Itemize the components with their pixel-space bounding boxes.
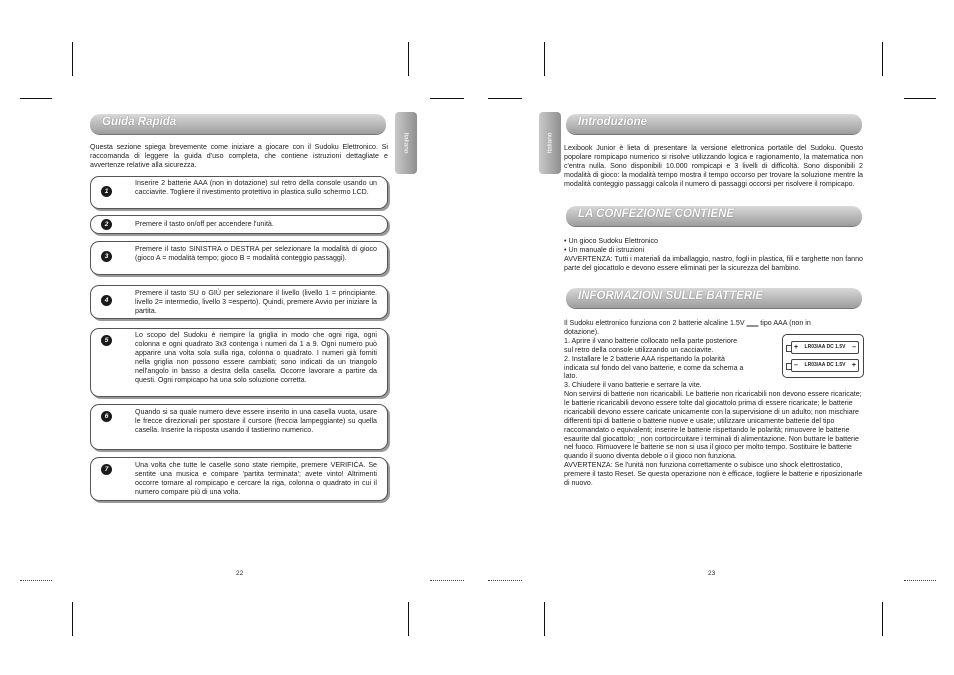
step-text: Premere il tasto on/off per accendere l'unità. bbox=[135, 220, 274, 228]
step-number: 1 bbox=[101, 186, 112, 197]
plus-sign: + bbox=[794, 344, 799, 351]
language-tab bbox=[395, 112, 417, 174]
battery-cell bbox=[791, 341, 859, 354]
battery-line: indicata sul fondo del vano batterie, e come da schema a bbox=[564, 363, 744, 372]
step-box bbox=[90, 285, 388, 319]
battery-line: lato. bbox=[564, 372, 578, 381]
list-item: • Un gioco Sudoku Elettronico bbox=[564, 237, 658, 245]
battery-line: dotazione). bbox=[564, 327, 600, 336]
intro-paragraph: Lexibook Junior è lieta di presentare la versione elettronica portatile del Sudoku. Questo popolare rompicapo numerico si risolve utilizzando logica e ragionamento, la matematica non c'entra nulla. Sono disponibili 10.000 rompicapi e 3 livelli di difficoltà. Sono disponibili 2 modalità di gioco: la modalità tempo mostra il tempo occorso per trovare la soluzione mentre la modalità conteggio passaggi calcola il numero di passaggi occorsi per risolvere il rompicapo. bbox=[564, 144, 863, 188]
battery-cell bbox=[791, 359, 859, 372]
step-box bbox=[90, 457, 388, 501]
step-number: 7 bbox=[101, 464, 112, 475]
crop-mark bbox=[408, 42, 409, 76]
package-contents bbox=[564, 237, 863, 273]
battery-label: LR03/AA DC 1.5V bbox=[804, 362, 846, 368]
section-title: Guida Rapida bbox=[102, 116, 177, 128]
crop-mark bbox=[544, 42, 545, 76]
crop-mark bbox=[904, 98, 936, 99]
language-tab-label: Italiano bbox=[402, 132, 410, 154]
step-number: 5 bbox=[101, 335, 112, 346]
crop-mark bbox=[430, 98, 464, 99]
plus-sign: + bbox=[851, 362, 856, 369]
battery-line: 3. Chiudere il vano batterie e serrare la vite. bbox=[564, 381, 702, 390]
battery-safety-text bbox=[564, 390, 863, 488]
battery-diagram bbox=[782, 334, 864, 378]
language-tab bbox=[539, 112, 561, 174]
section-banner-batterie bbox=[566, 288, 862, 308]
page-number: 23 bbox=[708, 570, 716, 577]
step-number: 4 bbox=[101, 295, 112, 306]
step-box bbox=[90, 328, 388, 397]
battery-line: sul retro della console utilizzando un cacciavite. bbox=[564, 345, 714, 354]
crop-mark bbox=[408, 602, 409, 636]
battery-line: 2. Installare le 2 batterie AAA rispettando la polarità bbox=[564, 354, 725, 363]
section-title: Introduzione bbox=[578, 116, 647, 128]
step-text: Inserire 2 batterie AAA (non in dotazione) sul retro della console usando un cacciavite. Togliere il rivestimento protettivo in plastica sullo schermo LCD. bbox=[135, 179, 377, 196]
crop-mark bbox=[72, 602, 73, 636]
section-banner-introduzione bbox=[566, 114, 862, 134]
step-text: Quando si sa quale numero deve essere inserito in una casella vuota, usare le frecce direzionali per spostare il cursore (freccia lampeggiante) su quella casella. Inserire la risposta usando il tastierino numerico. bbox=[135, 408, 377, 434]
step-number: 6 bbox=[101, 411, 112, 422]
crop-mark bbox=[544, 602, 545, 636]
step-number: 2 bbox=[101, 219, 112, 230]
step-number: 3 bbox=[101, 251, 112, 262]
crop-mark bbox=[904, 580, 936, 581]
crop-mark bbox=[882, 602, 883, 636]
step-text: Premere il tasto SU o GIÙ per selezionare il livello (livello 1 = principiante. livello 2= intermedio, livello 3 =esperto). Quindi, premere Avvio per iniziare la partita. bbox=[135, 289, 377, 315]
battery-line: Il Sudoku elettronico funziona con 2 batterie alcaline 1.5V ‗‗‗ tipo AAA (non in bbox=[564, 319, 811, 327]
safety-paragraph: Non servirsi di batterie non ricaricabili. Le batterie non ricaricabili non devono essere ricaricate; le batterie ricaricabili devono essere tolte dal giocattolo prima di essere ricaricate; le batterie ricaricabili devono essere caricate unicamente con la supervisione di un adulto; non mischiare differenti tipi di batterie o batterie nuove e usate; utilizzare unicamente batterie del tipo raccomandato o equivalenti; inserire le batterie rispettando le polarità; rimuovere le batterie esaurite dal giocattolo; _non cortocircuitare i terminali di alimentazione. Non buttare le batterie nel fuoco. Rimuovere le batterie se non si usa il gioco per molto tempo. Sostituire le batterie quando il suono diventa debole o il gioco non funziona. bbox=[564, 390, 862, 461]
crop-mark bbox=[20, 98, 52, 99]
language-tab-label: Italiano bbox=[546, 132, 554, 154]
step-box bbox=[90, 176, 388, 209]
crop-mark bbox=[882, 42, 883, 76]
section-banner-guida bbox=[90, 114, 386, 134]
step-box bbox=[90, 404, 388, 450]
crop-mark bbox=[488, 580, 522, 581]
crop-mark bbox=[488, 98, 522, 99]
section-title: INFORMAZIONI SULLE BATTERIE bbox=[578, 290, 764, 302]
step-text: Premere il tasto SINISTRA o DESTRA per selezionare la modalità di gioco (gioco A = modalità tempo; gioco B = modalità conteggio passaggi). bbox=[135, 245, 377, 262]
crop-mark bbox=[20, 580, 52, 581]
step-box bbox=[90, 241, 388, 275]
warning-text: AVVERTENZA: Tutti i materiali da imballaggio, nastro, fogli in plastica, fili e targhette non fanno parte del giocattolo e devono essere eliminati per la sicurezza del bambino. bbox=[564, 254, 863, 272]
crop-mark bbox=[430, 580, 464, 581]
section-banner-confezione bbox=[566, 206, 862, 226]
minus-sign: – bbox=[794, 362, 798, 369]
crop-mark bbox=[72, 42, 73, 76]
intro-paragraph: Questa sezione spiega brevemente come iniziare a giocare con il Sudoku Elettronico. Si raccomanda di leggere la guida d'uso completa, che contiene istruzioni dettagliate e avvertenze relative alla sicurezza. bbox=[90, 143, 388, 169]
page-number: 22 bbox=[236, 570, 244, 577]
list-item: • Un manuale di istruzioni bbox=[564, 245, 645, 254]
step-box bbox=[90, 215, 388, 234]
warning-text: AVVERTENZA: Se l'unità non funziona correttamente o subisce uno shock elettrostatico, premere il tasto Reset. Se questa operazione non è efficace, togliere le batterie e riposizionarle di nuovo. bbox=[564, 461, 863, 488]
minus-sign: – bbox=[852, 344, 856, 351]
battery-line: 1. Aprire il vano batterie collocato nella parte posteriore bbox=[564, 336, 738, 345]
battery-label: LR03/AA DC 1.5V bbox=[804, 344, 846, 350]
step-text: Lo scopo del Sudoku è riempire la griglia in modo che ogni riga, ogni colonna e ogni quadrato 3x3 contenga i numeri da 1 a 9. Ogni numero può apparire una volta sola sulla riga, colonna o quadrato. I numeri già forniti nella griglia non possono essere cambiati; sono indicati da un triangolo nell'angolo in basso a destra della casella. Occorre lavorare a partire da questi. Ogni rompicapo ha una solo soluzione corretta. bbox=[135, 331, 377, 384]
step-text: Una volta che tutte le caselle sono state riempite, premere VERIFICA. Se sentite una musica e compare 'partita terminata'; avete vinto! Altrimenti occorre tornare al rompicapo e cercare la riga, colonna o quadrato in cui il numero compare più di una volta. bbox=[135, 461, 377, 496]
section-title: LA CONFEZIONE CONTIENE bbox=[578, 208, 735, 220]
